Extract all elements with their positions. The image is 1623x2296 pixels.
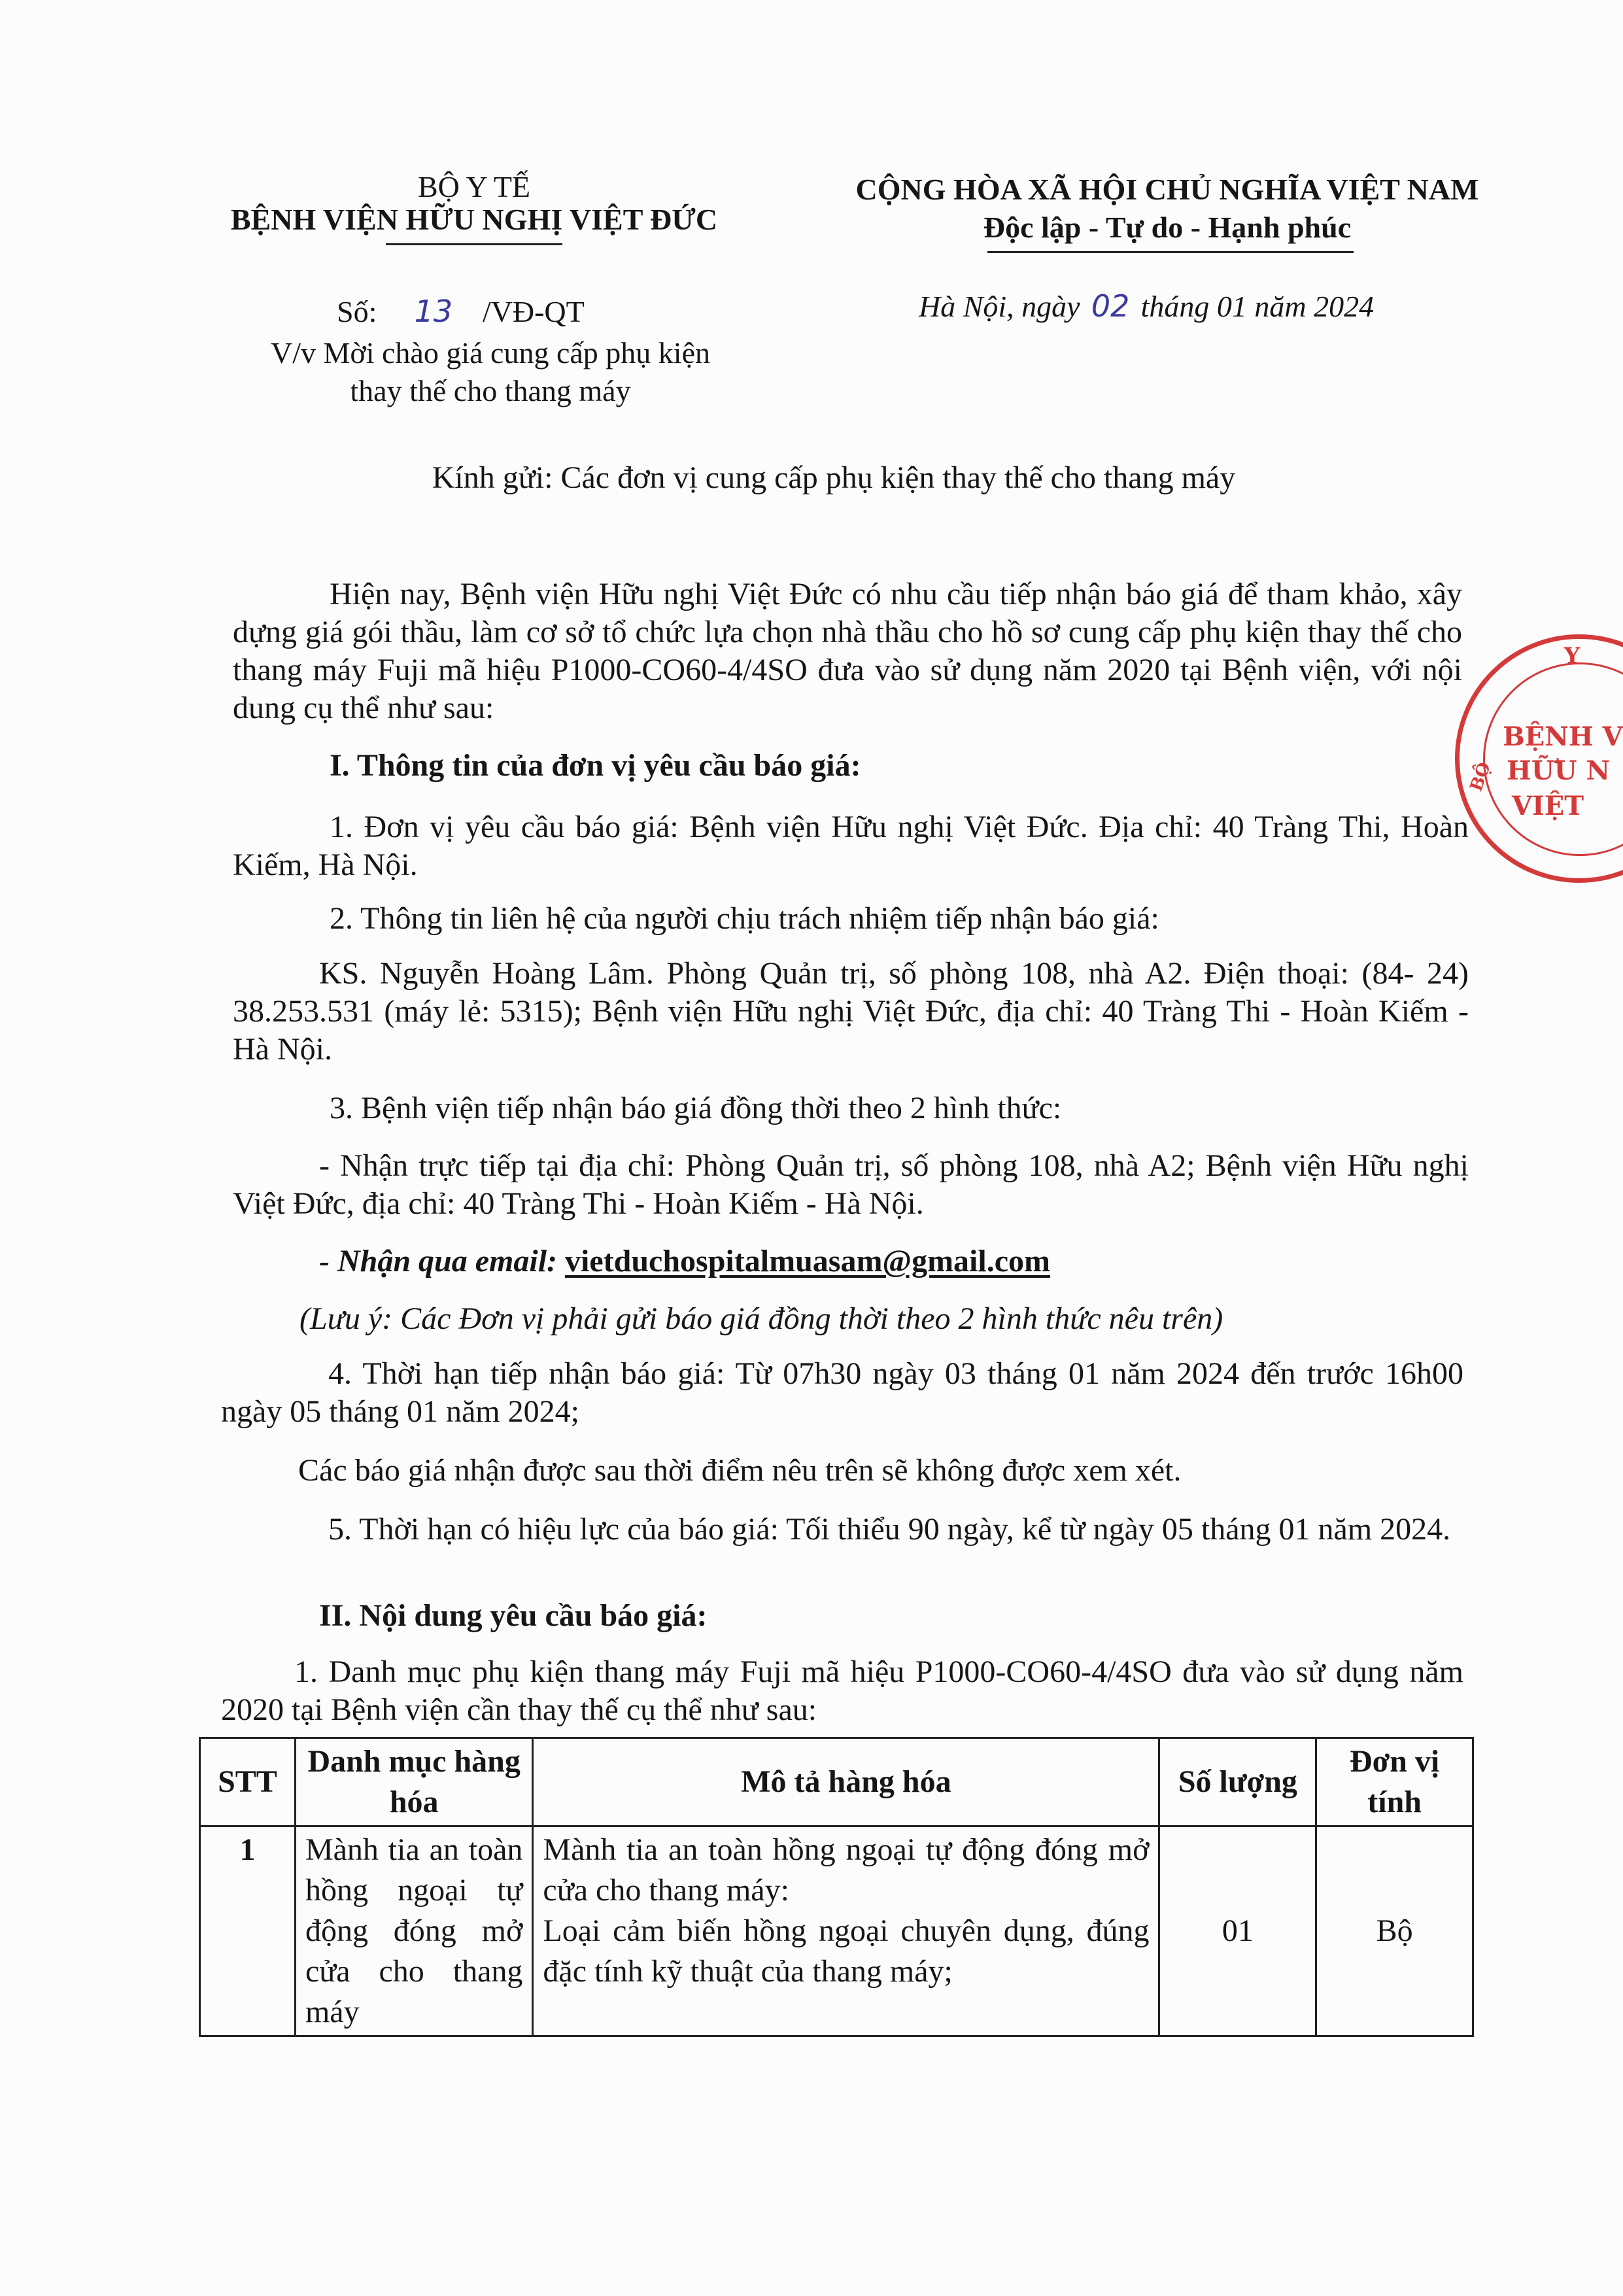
section-1-item-5: 5. Thời hạn có hiệu lực của báo giá: Tối thiểu 90 ngày, kể từ ngày 05 tháng 01 năm 2024. <box>328 1512 1451 1547</box>
section-1-item-1: 1. Đơn vị yêu cầu báo giá: Bệnh viện Hữu nghị Việt Đức. Địa chỉ: 40 Tràng Thi, Hoàn Kiếm, Hà Nội. <box>233 810 1469 882</box>
email-line <box>319 1242 1050 1280</box>
description-line-1: Mành tia an toàn hồng ngoại tự động đóng mở cửa cho thang máy: <box>543 1832 1150 1908</box>
doc-number <box>337 293 585 330</box>
seal-text-line-1: BỆNH V <box>1503 721 1623 752</box>
cell-unit: Bộ <box>1316 1826 1473 2036</box>
goods-table <box>199 1737 1474 2037</box>
seal-text-line-2: HỮU N <box>1507 755 1611 786</box>
section-1-heading: I. Thông tin của đơn vị yêu cầu báo giá: <box>330 748 861 783</box>
section-1-item-4: 4. Thời hạn tiếp nhận báo giá: Từ 07h30 ngày 03 tháng 01 năm 2024 đến trước 16h00 ngày 05 tháng 01 năm 2024; <box>221 1356 1463 1429</box>
doc-number-prefix: Số: <box>337 295 377 328</box>
table-row <box>200 1826 1473 2036</box>
header-quantity: Số lượng <box>1159 1738 1316 1826</box>
recipient: Kính gửi: Các đơn vị cung cấp phụ kiện thay thế cho thang máy <box>432 460 1236 495</box>
section-1-item-3: 3. Bệnh viện tiếp nhận báo giá đồng thời theo 2 hình thức: <box>330 1091 1062 1125</box>
motto-underline <box>987 251 1354 253</box>
document-date <box>919 288 1374 325</box>
header-item-name: Danh mục hàng hóa <box>295 1738 532 1826</box>
doc-number-handwritten: 13 <box>414 294 453 329</box>
cell-stt: 1 <box>200 1826 296 2036</box>
seal-text-top: Y <box>1564 643 1580 669</box>
subject-line-1: V/v Mời chào giá cung cấp phụ kiện <box>271 336 710 369</box>
contact-info: KS. Nguyễn Hoàng Lâm. Phòng Quản trị, số phòng 108, nhà A2. Điện thoại: (84- 24) 38.253.531 (máy lẻ: 5315); Bệnh viện Hữu nghị Việt Đức, địa chỉ: 40 Tràng Thi - Hoàn Kiếm - Hà Nội. <box>233 956 1469 1067</box>
hospital-underline <box>386 243 562 245</box>
date-suffix: tháng 01 năm 2024 <box>1140 290 1375 323</box>
republic-title: CỘNG HÒA XÃ HỘI CHỦ NGHĨA VIỆT NAM <box>855 173 1479 206</box>
direct-submission: - Nhận trực tiếp tại địa chỉ: Phòng Quản trị, số phòng 108, nhà A2; Bệnh viện Hữu nghị Việt Đức, địa chỉ: 40 Tràng Thi - Hoàn Kiếm - Hà Nội. <box>233 1148 1469 1221</box>
motto: Độc lập - Tự do - Hạnh phúc <box>983 211 1352 244</box>
description-line-2: Loại cảm biến hồng ngoại chuyên dụng, đúng đặc tính kỹ thuật của thang máy; <box>543 1913 1150 1989</box>
email-link[interactable]: vietduchospitalmuasam@gmail.com <box>565 1244 1051 1278</box>
table-header-row <box>200 1738 1473 1826</box>
doc-number-suffix: /VĐ-QT <box>482 295 585 328</box>
ministry-name: BỘ Y TẾ <box>417 170 531 203</box>
header-description: Mô tả hàng hóa <box>533 1738 1159 1826</box>
official-seal <box>1455 634 1623 883</box>
section-2-heading: II. Nội dung yêu cầu báo giá: <box>319 1598 708 1633</box>
date-prefix: Hà Nội, ngày <box>919 290 1080 323</box>
header-unit: Đơn vị tính <box>1316 1738 1473 1826</box>
section-2-item-1: 1. Danh mục phụ kiện thang máy Fuji mã hiệu P1000-CO60-4/4SO đưa vào sử dụng năm 2020 tại Bệnh viện cần thay thế cụ thể như sau: <box>221 1654 1463 1727</box>
section-1-item-2: 2. Thông tin liên hệ của người chịu trách nhiệm tiếp nhận báo giá: <box>330 901 1159 936</box>
date-day-handwritten: 02 <box>1091 288 1130 324</box>
header-stt: STT <box>200 1738 296 1826</box>
email-label: - Nhận qua email: <box>319 1244 558 1278</box>
subject-line-2: thay thế cho thang máy <box>350 374 631 407</box>
seal-text-side: BỘ <box>1466 759 1495 795</box>
cell-item-name: Mành tia an toàn hồng ngoại tự động đóng mở cửa cho thang máy <box>295 1826 532 2036</box>
submission-note: (Lưu ý: Các Đơn vị phải gửi báo giá đồng thời theo 2 hình thức nêu trên) <box>299 1301 1223 1336</box>
late-notice: Các báo giá nhận được sau thời điểm nêu trên sẽ không được xem xét. <box>298 1453 1182 1488</box>
cell-quantity: 01 <box>1159 1826 1316 2036</box>
cell-description <box>533 1826 1159 2036</box>
hospital-name: BỆNH VIỆN HỮU NGHỊ VIỆT ĐỨC <box>230 203 718 236</box>
intro-paragraph: Hiện nay, Bệnh viện Hữu nghị Việt Đức có nhu cầu tiếp nhận báo giá để tham khảo, xây dựng giá gói thầu, làm cơ sở tổ chức lựa chọn nhà thầu cho hồ sơ cung cấp phụ kiện thay thế cho thang máy Fuji mã hiệu P1000-CO60-4/4SO đưa vào sử dụng năm 2020 tại Bệnh viện, với nội dung cụ thể như sau: <box>233 577 1462 725</box>
seal-text-line-3: VIỆT <box>1512 791 1584 821</box>
